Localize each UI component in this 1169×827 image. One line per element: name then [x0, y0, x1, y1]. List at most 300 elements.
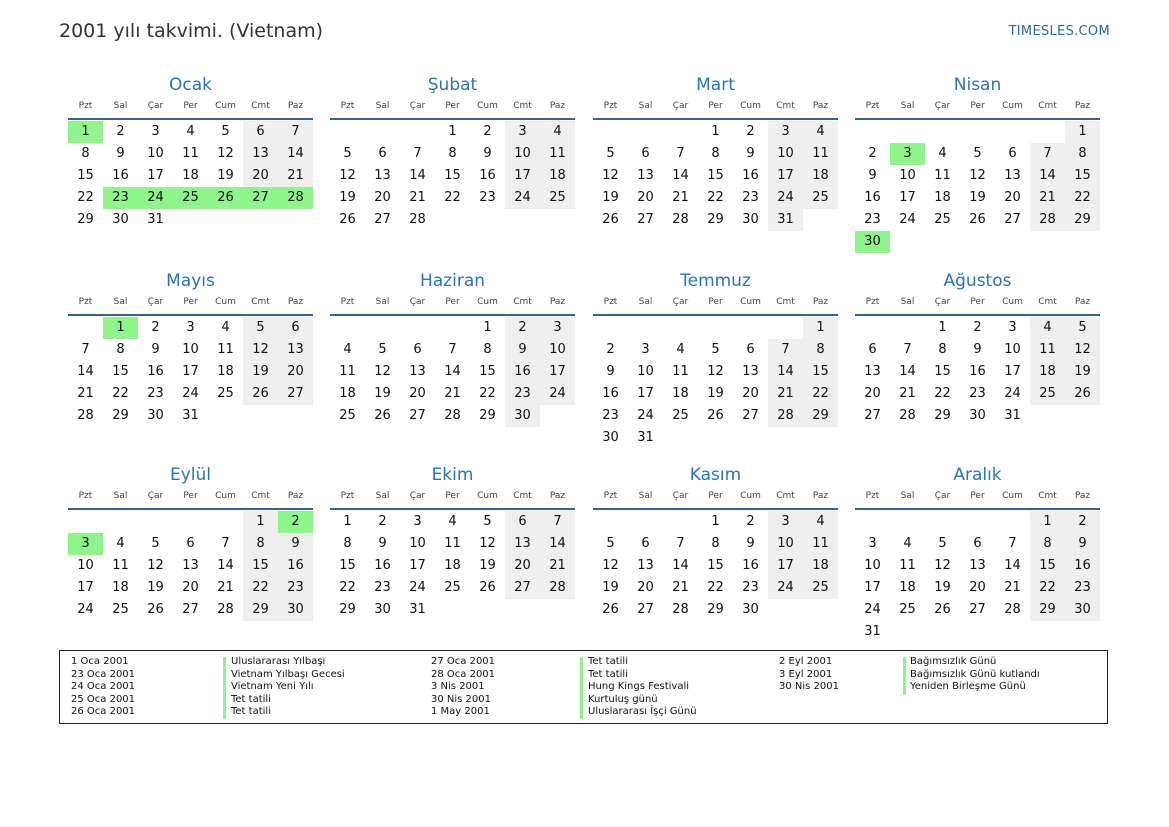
day-cell[interactable]: 20: [374, 190, 391, 205]
day-cell[interactable]: 26: [602, 212, 619, 227]
day-cell[interactable]: 30: [505, 405, 540, 427]
day-cell[interactable]: 27: [637, 602, 654, 617]
site-link[interactable]: TIMESLES.COM: [1008, 24, 1110, 39]
day-cell[interactable]: 19: [602, 580, 619, 595]
day-cell[interactable]: 1: [448, 124, 457, 139]
day-cell[interactable]: 25: [934, 212, 951, 227]
day-cell[interactable]: 18: [112, 580, 129, 595]
day-cell[interactable]: 20: [742, 386, 759, 401]
day-cell[interactable]: 25: [803, 187, 838, 209]
day-cell[interactable]: 20: [505, 555, 540, 577]
day-cell[interactable]: 13: [864, 364, 881, 379]
day-cell[interactable]: 3: [1008, 320, 1017, 335]
day-cell[interactable]: 14: [278, 143, 313, 165]
day-cell[interactable]: 24: [864, 602, 881, 617]
day-cell[interactable]: 27: [374, 212, 391, 227]
day-cell[interactable]: 6: [243, 121, 278, 143]
day-cell[interactable]: 4: [938, 146, 947, 161]
day-cell[interactable]: 5: [711, 342, 720, 357]
day-cell[interactable]: 7: [221, 536, 230, 551]
day-cell[interactable]: 18: [803, 165, 838, 187]
day-cell[interactable]: 18: [217, 364, 234, 379]
day-cell[interactable]: 19: [217, 168, 234, 183]
day-cell[interactable]: 6: [378, 146, 387, 161]
day-cell[interactable]: 30: [969, 408, 986, 423]
day-cell[interactable]: 25: [540, 187, 575, 209]
day-cell[interactable]: 18: [672, 386, 689, 401]
day-cell[interactable]: 19: [339, 190, 356, 205]
day-cell[interactable]: 8: [343, 536, 352, 551]
day-cell[interactable]: 14: [217, 558, 234, 573]
day-cell[interactable]: 28: [768, 405, 803, 427]
day-cell[interactable]: 27: [182, 602, 199, 617]
day-cell[interactable]: 3: [505, 121, 540, 143]
day-cell[interactable]: 31: [409, 602, 426, 617]
day-cell[interactable]: 22: [77, 190, 94, 205]
day-cell[interactable]: 2: [483, 124, 492, 139]
day-cell[interactable]: 12: [707, 364, 724, 379]
day-cell[interactable]: 22: [1030, 577, 1065, 599]
day-cell[interactable]: 26: [374, 408, 391, 423]
day-cell[interactable]: 5: [973, 146, 982, 161]
day-cell[interactable]: 21: [77, 386, 94, 401]
day-cell[interactable]: 8: [81, 146, 90, 161]
day-cell[interactable]: 20: [969, 580, 986, 595]
day-cell[interactable]: 22: [112, 386, 129, 401]
day-cell[interactable]: 10: [899, 168, 916, 183]
day-cell[interactable]: 3: [151, 124, 160, 139]
day-cell[interactable]: 13: [505, 533, 540, 555]
day-cell[interactable]: 3: [68, 533, 103, 555]
day-cell[interactable]: 11: [1030, 339, 1065, 361]
day-cell[interactable]: 17: [768, 165, 803, 187]
day-cell[interactable]: 31: [147, 212, 164, 227]
day-cell[interactable]: 11: [112, 558, 129, 573]
day-cell[interactable]: 27: [864, 408, 881, 423]
day-cell[interactable]: 23: [505, 383, 540, 405]
day-cell[interactable]: 4: [903, 536, 912, 551]
day-cell[interactable]: 31: [637, 430, 654, 445]
day-cell[interactable]: 24: [1004, 386, 1021, 401]
day-cell[interactable]: 12: [147, 558, 164, 573]
day-cell[interactable]: 16: [374, 558, 391, 573]
day-cell[interactable]: 12: [243, 339, 278, 361]
day-cell[interactable]: 15: [1030, 555, 1065, 577]
day-cell[interactable]: 10: [147, 146, 164, 161]
day-cell[interactable]: 3: [186, 320, 195, 335]
day-cell[interactable]: 7: [278, 121, 313, 143]
day-cell[interactable]: 22: [1065, 187, 1100, 209]
day-cell[interactable]: 17: [864, 580, 881, 595]
day-cell[interactable]: 2: [973, 320, 982, 335]
day-cell[interactable]: 5: [938, 536, 947, 551]
day-cell[interactable]: 2: [505, 317, 540, 339]
day-cell[interactable]: 25: [444, 580, 461, 595]
day-cell[interactable]: 7: [448, 342, 457, 357]
day-cell[interactable]: 28: [672, 602, 689, 617]
day-cell[interactable]: 30: [742, 212, 759, 227]
day-cell[interactable]: 7: [676, 536, 685, 551]
day-cell[interactable]: 20: [637, 190, 654, 205]
day-cell[interactable]: 30: [1065, 599, 1100, 621]
day-cell[interactable]: 7: [1008, 536, 1017, 551]
day-cell[interactable]: 27: [278, 383, 313, 405]
day-cell[interactable]: 1: [343, 514, 352, 529]
day-cell[interactable]: 16: [1065, 555, 1100, 577]
day-cell[interactable]: 14: [672, 558, 689, 573]
day-cell[interactable]: 1: [803, 317, 838, 339]
day-cell[interactable]: 25: [803, 577, 838, 599]
day-cell[interactable]: 7: [81, 342, 90, 357]
day-cell[interactable]: 6: [413, 342, 422, 357]
day-cell[interactable]: 6: [973, 536, 982, 551]
day-cell[interactable]: 3: [540, 317, 575, 339]
day-cell[interactable]: 9: [746, 536, 755, 551]
day-cell[interactable]: 24: [768, 577, 803, 599]
day-cell[interactable]: 21: [444, 386, 461, 401]
day-cell[interactable]: 19: [479, 558, 496, 573]
day-cell[interactable]: 4: [221, 320, 230, 335]
day-cell[interactable]: 28: [1030, 209, 1065, 231]
day-cell[interactable]: 9: [278, 533, 313, 555]
day-cell[interactable]: 21: [672, 580, 689, 595]
day-cell[interactable]: 7: [540, 511, 575, 533]
day-cell[interactable]: 22: [339, 580, 356, 595]
day-cell[interactable]: 23: [147, 386, 164, 401]
day-cell[interactable]: 14: [444, 364, 461, 379]
day-cell[interactable]: 18: [1030, 361, 1065, 383]
day-cell[interactable]: 2: [116, 124, 125, 139]
day-cell[interactable]: 19: [934, 580, 951, 595]
day-cell[interactable]: 19: [707, 386, 724, 401]
day-cell[interactable]: 13: [182, 558, 199, 573]
day-cell[interactable]: 11: [803, 533, 838, 555]
day-cell[interactable]: 23: [103, 187, 138, 209]
day-cell[interactable]: 9: [868, 168, 877, 183]
day-cell[interactable]: 22: [707, 190, 724, 205]
day-cell[interactable]: 1: [1065, 121, 1100, 143]
day-cell[interactable]: 20: [864, 386, 881, 401]
day-cell[interactable]: 13: [637, 558, 654, 573]
day-cell[interactable]: 16: [969, 364, 986, 379]
day-cell[interactable]: 9: [116, 146, 125, 161]
day-cell[interactable]: 31: [182, 408, 199, 423]
day-cell[interactable]: 9: [151, 342, 160, 357]
day-cell[interactable]: 12: [602, 168, 619, 183]
day-cell[interactable]: 15: [479, 364, 496, 379]
day-cell[interactable]: 12: [217, 146, 234, 161]
day-cell[interactable]: 15: [803, 361, 838, 383]
day-cell[interactable]: 20: [1004, 190, 1021, 205]
day-cell[interactable]: 9: [606, 364, 615, 379]
day-cell[interactable]: 19: [969, 190, 986, 205]
day-cell[interactable]: 11: [182, 146, 199, 161]
day-cell[interactable]: 2: [151, 320, 160, 335]
day-cell[interactable]: 4: [116, 536, 125, 551]
day-cell[interactable]: 6: [1008, 146, 1017, 161]
day-cell[interactable]: 11: [899, 558, 916, 573]
day-cell[interactable]: 13: [409, 364, 426, 379]
day-cell[interactable]: 28: [1004, 602, 1021, 617]
day-cell[interactable]: 21: [1004, 580, 1021, 595]
day-cell[interactable]: 1: [938, 320, 947, 335]
day-cell[interactable]: 16: [742, 558, 759, 573]
day-cell[interactable]: 22: [243, 577, 278, 599]
day-cell[interactable]: 27: [1004, 212, 1021, 227]
day-cell[interactable]: 1: [711, 514, 720, 529]
day-cell[interactable]: 31: [864, 624, 881, 639]
day-cell[interactable]: 10: [540, 339, 575, 361]
day-cell[interactable]: 25: [672, 408, 689, 423]
day-cell[interactable]: 28: [77, 408, 94, 423]
day-cell[interactable]: 26: [479, 580, 496, 595]
day-cell[interactable]: 5: [1065, 317, 1100, 339]
day-cell[interactable]: 30: [742, 602, 759, 617]
day-cell[interactable]: 6: [278, 317, 313, 339]
day-cell[interactable]: 15: [77, 168, 94, 183]
day-cell[interactable]: 7: [1030, 143, 1065, 165]
day-cell[interactable]: 23: [864, 212, 881, 227]
day-cell[interactable]: 12: [1065, 339, 1100, 361]
day-cell[interactable]: 8: [448, 146, 457, 161]
day-cell[interactable]: 9: [378, 536, 387, 551]
day-cell[interactable]: 8: [243, 533, 278, 555]
day-cell[interactable]: 1: [103, 317, 138, 339]
day-cell[interactable]: 27: [409, 408, 426, 423]
day-cell[interactable]: 3: [413, 514, 422, 529]
day-cell[interactable]: 2: [746, 124, 755, 139]
day-cell[interactable]: 28: [540, 577, 575, 599]
day-cell[interactable]: 30: [147, 408, 164, 423]
day-cell[interactable]: 25: [217, 386, 234, 401]
day-cell[interactable]: 23: [278, 577, 313, 599]
day-cell[interactable]: 2: [278, 511, 313, 533]
day-cell[interactable]: 3: [890, 143, 925, 165]
day-cell[interactable]: 31: [1004, 408, 1021, 423]
day-cell[interactable]: 1: [483, 320, 492, 335]
day-cell[interactable]: 14: [1030, 165, 1065, 187]
day-cell[interactable]: 9: [746, 146, 755, 161]
day-cell[interactable]: 23: [742, 580, 759, 595]
day-cell[interactable]: 19: [243, 361, 278, 383]
day-cell[interactable]: 3: [768, 121, 803, 143]
day-cell[interactable]: 27: [505, 577, 540, 599]
day-cell[interactable]: 8: [711, 146, 720, 161]
day-cell[interactable]: 2: [746, 514, 755, 529]
day-cell[interactable]: 10: [505, 143, 540, 165]
day-cell[interactable]: 10: [77, 558, 94, 573]
day-cell[interactable]: 16: [147, 364, 164, 379]
day-cell[interactable]: 7: [413, 146, 422, 161]
day-cell[interactable]: 3: [768, 511, 803, 533]
day-cell[interactable]: 21: [1030, 187, 1065, 209]
day-cell[interactable]: 1: [68, 121, 103, 143]
day-cell[interactable]: 14: [1004, 558, 1021, 573]
day-cell[interactable]: 10: [182, 342, 199, 357]
day-cell[interactable]: 8: [116, 342, 125, 357]
day-cell[interactable]: 7: [676, 146, 685, 161]
day-cell[interactable]: 28: [278, 187, 313, 209]
day-cell[interactable]: 6: [186, 536, 195, 551]
day-cell[interactable]: 29: [77, 212, 94, 227]
day-cell[interactable]: 26: [602, 602, 619, 617]
day-cell[interactable]: 28: [444, 408, 461, 423]
day-cell[interactable]: 10: [768, 143, 803, 165]
day-cell[interactable]: 21: [278, 165, 313, 187]
day-cell[interactable]: 11: [540, 143, 575, 165]
day-cell[interactable]: 24: [138, 187, 173, 209]
day-cell[interactable]: 2: [868, 146, 877, 161]
day-cell[interactable]: 14: [768, 361, 803, 383]
day-cell[interactable]: 20: [637, 580, 654, 595]
day-cell[interactable]: 15: [339, 558, 356, 573]
day-cell[interactable]: 21: [217, 580, 234, 595]
day-cell[interactable]: 21: [540, 555, 575, 577]
day-cell[interactable]: 30: [112, 212, 129, 227]
day-cell[interactable]: 9: [973, 342, 982, 357]
day-cell[interactable]: 20: [278, 361, 313, 383]
day-cell[interactable]: 3: [641, 342, 650, 357]
day-cell[interactable]: 16: [112, 168, 129, 183]
day-cell[interactable]: 2: [606, 342, 615, 357]
day-cell[interactable]: 25: [173, 187, 208, 209]
day-cell[interactable]: 29: [479, 408, 496, 423]
day-cell[interactable]: 26: [339, 212, 356, 227]
day-cell[interactable]: 18: [182, 168, 199, 183]
day-cell[interactable]: 8: [483, 342, 492, 357]
day-cell[interactable]: 21: [899, 386, 916, 401]
day-cell[interactable]: 12: [339, 168, 356, 183]
day-cell[interactable]: 20: [243, 165, 278, 187]
day-cell[interactable]: 19: [602, 190, 619, 205]
day-cell[interactable]: 5: [606, 536, 615, 551]
day-cell[interactable]: 27: [637, 212, 654, 227]
day-cell[interactable]: 4: [540, 121, 575, 143]
day-cell[interactable]: 5: [483, 514, 492, 529]
day-cell[interactable]: 17: [182, 364, 199, 379]
day-cell[interactable]: 24: [182, 386, 199, 401]
day-cell[interactable]: 8: [711, 536, 720, 551]
day-cell[interactable]: 29: [934, 408, 951, 423]
day-cell[interactable]: 13: [374, 168, 391, 183]
day-cell[interactable]: 26: [147, 602, 164, 617]
day-cell[interactable]: 20: [409, 386, 426, 401]
day-cell[interactable]: 15: [1065, 165, 1100, 187]
day-cell[interactable]: 17: [899, 190, 916, 205]
day-cell[interactable]: 24: [768, 187, 803, 209]
day-cell[interactable]: 2: [1065, 511, 1100, 533]
day-cell[interactable]: 14: [77, 364, 94, 379]
day-cell[interactable]: 4: [186, 124, 195, 139]
day-cell[interactable]: 9: [1065, 533, 1100, 555]
day-cell[interactable]: 14: [540, 533, 575, 555]
day-cell[interactable]: 27: [969, 602, 986, 617]
day-cell[interactable]: 25: [899, 602, 916, 617]
day-cell[interactable]: 5: [243, 317, 278, 339]
day-cell[interactable]: 15: [112, 364, 129, 379]
day-cell[interactable]: 18: [444, 558, 461, 573]
day-cell[interactable]: 20: [182, 580, 199, 595]
day-cell[interactable]: 21: [409, 190, 426, 205]
day-cell[interactable]: 10: [1004, 342, 1021, 357]
day-cell[interactable]: 17: [768, 555, 803, 577]
day-cell[interactable]: 22: [934, 386, 951, 401]
day-cell[interactable]: 14: [672, 168, 689, 183]
day-cell[interactable]: 18: [339, 386, 356, 401]
day-cell[interactable]: 5: [378, 342, 387, 357]
day-cell[interactable]: 2: [378, 514, 387, 529]
day-cell[interactable]: 28: [672, 212, 689, 227]
day-cell[interactable]: 8: [1065, 143, 1100, 165]
day-cell[interactable]: 29: [707, 602, 724, 617]
day-cell[interactable]: 8: [803, 339, 838, 361]
day-cell[interactable]: 18: [934, 190, 951, 205]
day-cell[interactable]: 31: [768, 209, 803, 231]
day-cell[interactable]: 29: [1065, 209, 1100, 231]
day-cell[interactable]: 25: [1030, 383, 1065, 405]
day-cell[interactable]: 1: [1030, 511, 1065, 533]
day-cell[interactable]: 11: [934, 168, 951, 183]
day-cell[interactable]: 28: [409, 212, 426, 227]
day-cell[interactable]: 11: [444, 536, 461, 551]
day-cell[interactable]: 16: [479, 168, 496, 183]
day-cell[interactable]: 8: [1030, 533, 1065, 555]
day-cell[interactable]: 12: [374, 364, 391, 379]
day-cell[interactable]: 11: [339, 364, 356, 379]
day-cell[interactable]: 17: [409, 558, 426, 573]
day-cell[interactable]: 17: [77, 580, 94, 595]
day-cell[interactable]: 6: [868, 342, 877, 357]
day-cell[interactable]: 28: [217, 602, 234, 617]
day-cell[interactable]: 6: [641, 536, 650, 551]
day-cell[interactable]: 29: [1030, 599, 1065, 621]
day-cell[interactable]: 16: [505, 361, 540, 383]
day-cell[interactable]: 19: [374, 386, 391, 401]
day-cell[interactable]: 26: [243, 383, 278, 405]
day-cell[interactable]: 19: [147, 580, 164, 595]
day-cell[interactable]: 10: [409, 536, 426, 551]
day-cell[interactable]: 24: [540, 383, 575, 405]
day-cell[interactable]: 13: [1004, 168, 1021, 183]
day-cell[interactable]: 13: [243, 143, 278, 165]
day-cell[interactable]: 4: [803, 121, 838, 143]
day-cell[interactable]: 1: [243, 511, 278, 533]
day-cell[interactable]: 23: [602, 408, 619, 423]
day-cell[interactable]: 23: [374, 580, 391, 595]
day-cell[interactable]: 23: [969, 386, 986, 401]
day-cell[interactable]: 15: [707, 558, 724, 573]
day-cell[interactable]: 22: [479, 386, 496, 401]
day-cell[interactable]: 12: [602, 558, 619, 573]
day-cell[interactable]: 4: [1030, 317, 1065, 339]
day-cell[interactable]: 5: [221, 124, 230, 139]
day-cell[interactable]: 9: [483, 146, 492, 161]
day-cell[interactable]: 25: [112, 602, 129, 617]
day-cell[interactable]: 21: [672, 190, 689, 205]
day-cell[interactable]: 6: [505, 511, 540, 533]
day-cell[interactable]: 22: [444, 190, 461, 205]
day-cell[interactable]: 26: [969, 212, 986, 227]
day-cell[interactable]: 16: [602, 386, 619, 401]
day-cell[interactable]: 13: [637, 168, 654, 183]
day-cell[interactable]: 26: [707, 408, 724, 423]
day-cell[interactable]: 29: [243, 599, 278, 621]
day-cell[interactable]: 23: [742, 190, 759, 205]
day-cell[interactable]: 23: [1065, 577, 1100, 599]
day-cell[interactable]: 12: [479, 536, 496, 551]
day-cell[interactable]: 11: [672, 364, 689, 379]
day-cell[interactable]: 18: [803, 555, 838, 577]
